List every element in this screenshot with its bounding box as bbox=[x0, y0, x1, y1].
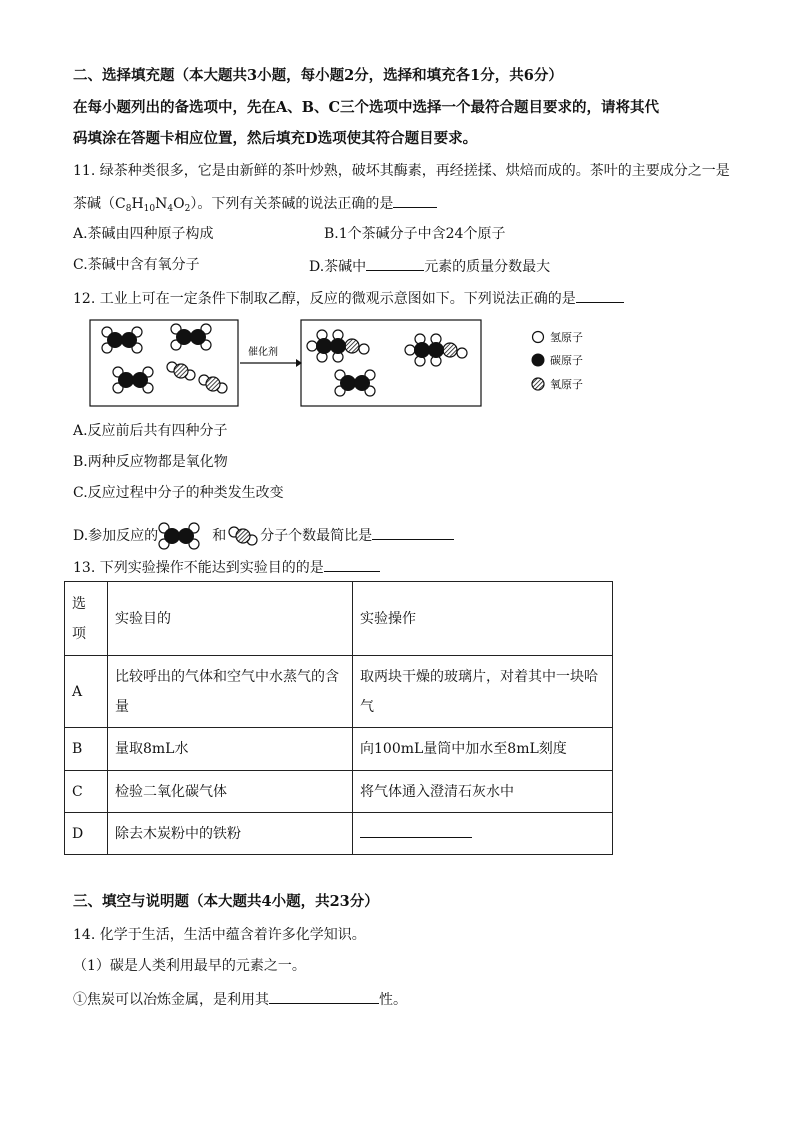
answer-blank[interactable] bbox=[372, 525, 454, 540]
answer-blank[interactable] bbox=[576, 288, 624, 303]
header-option: 选 项 bbox=[65, 582, 108, 656]
table-row: C 检验二氧化碳气体 将气体通入澄清石灰水中 bbox=[65, 771, 613, 813]
q12-option-b: B.两种反应物都是氧化物 bbox=[73, 454, 228, 470]
products-box bbox=[301, 320, 481, 406]
answer-blank[interactable] bbox=[360, 823, 472, 838]
q12-option-c: C.反应过程中分子的种类发生改变 bbox=[73, 485, 284, 501]
q11-option-c: C.茶碱中含有氧分子 bbox=[73, 257, 200, 273]
experiment-table bbox=[64, 581, 613, 855]
section-3-heading: 三、填空与说明题（本大题共4小题，共23分） bbox=[73, 893, 379, 910]
catalyst-label: 催化剂 bbox=[248, 347, 278, 358]
section-2-instruction-cont: 码填涂在答题卡相应位置，然后填充D选项使其符合题目要求。 bbox=[73, 130, 478, 147]
legend-hydrogen: 氢原子 bbox=[550, 331, 583, 344]
answer-blank[interactable] bbox=[366, 256, 424, 271]
q11-option-d: D.茶碱中 元素的质量分数最大 bbox=[309, 256, 550, 276]
answer-blank[interactable] bbox=[393, 193, 437, 208]
water-molecule-icon bbox=[226, 524, 260, 548]
q11-stem: 11. 绿茶种类很多，它是由新鲜的茶叶炒熟，破坏其酶素，再经搓揉、烘焙而成的。茶叶的主要成分之一是 bbox=[73, 163, 730, 179]
q14-stem: 14. 化学于生活，生活中蕴含着许多化学知识。 bbox=[73, 927, 366, 943]
section-2-heading: 二、选择填充题（本大题共3小题，每小题2分，选择和填充各1分，共6分） bbox=[73, 67, 563, 84]
q11-option-b: B.1个茶碱分子中含24个原子 bbox=[324, 226, 506, 242]
reaction-diagram bbox=[88, 318, 608, 410]
answer-blank[interactable] bbox=[324, 557, 380, 572]
q11-option-a: A.茶碱由四种原子构成 bbox=[73, 226, 214, 242]
q14-part-1: （1）碳是人类利用最早的元素之一。 bbox=[73, 958, 306, 974]
table-row: A 比较呼出的气体和空气中水蒸气的含 量 取两块干燥的玻璃片，对着其中一块哈气 bbox=[65, 656, 613, 728]
q12-option-d: D.参加反应的 和 分子个数最简比是 bbox=[73, 521, 454, 551]
q12-stem: 12. 工业上可在一定条件下制取乙醇，反应的微观示意图如下。下列说法正确的是 bbox=[73, 288, 624, 308]
table-row: D 除去木炭粉中的铁粉 bbox=[65, 813, 613, 855]
header-purpose: 实验目的 bbox=[108, 582, 353, 656]
table-row: B 量取8mL水 向100mL量筒中加水至8mL刻度 bbox=[65, 728, 613, 771]
legend-carbon: 碳原子 bbox=[550, 354, 583, 367]
ethene-molecule-icon bbox=[158, 521, 212, 551]
table-header-row bbox=[65, 582, 613, 656]
legend-oxygen: 氧原子 bbox=[550, 378, 583, 391]
answer-blank[interactable] bbox=[269, 989, 379, 1004]
q12-option-a: A.反应前后共有四种分子 bbox=[73, 423, 228, 439]
q14-item-1: ①焦炭可以冶炼金属，是利用其 性。 bbox=[73, 989, 407, 1009]
section-2-instruction: 在每小题列出的备选项中，先在A、B、C三个选项中选择一个最符合题目要求的，请将其代 bbox=[73, 99, 660, 116]
q13-stem: 13. 下列实验操作不能达到实验目的的是 bbox=[73, 557, 380, 577]
q11-stem-formula: 茶碱$(C_8H_{10}N_4O_2)$。下列有关茶碱的说法正确的是 bbox=[73, 193, 437, 218]
header-operation: 实验操作 bbox=[353, 582, 613, 656]
